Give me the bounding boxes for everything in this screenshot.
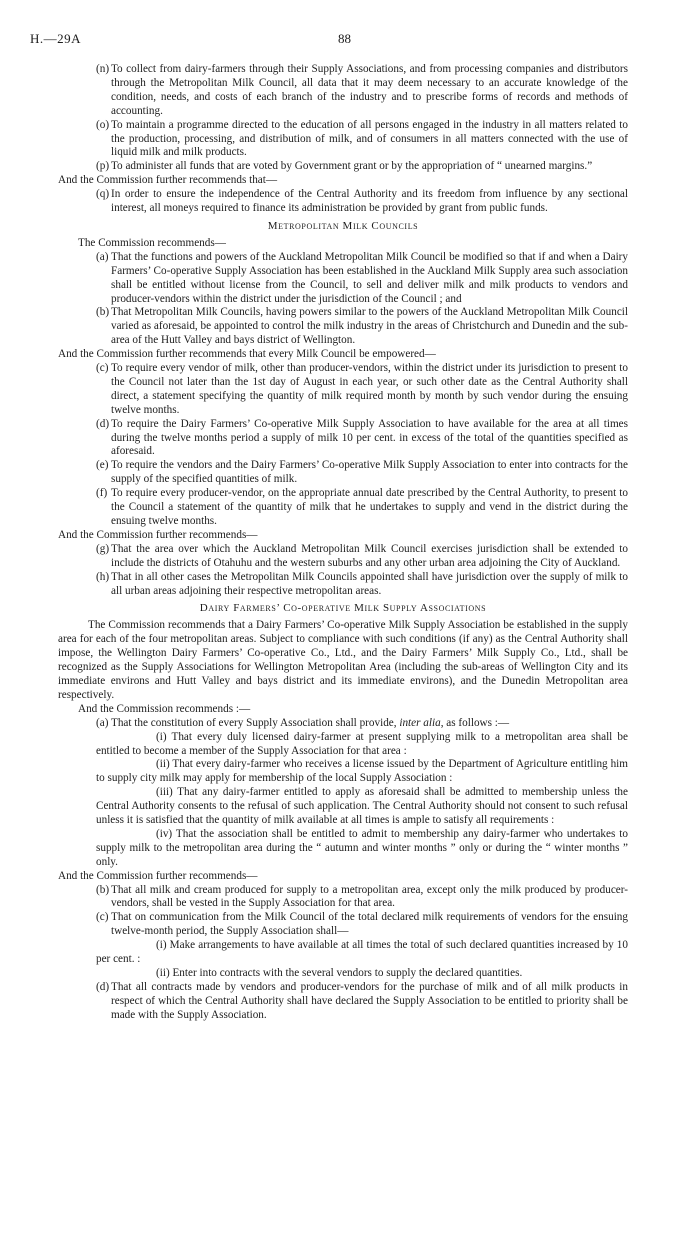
clause-text: To collect from dairy-farmers through their Supply Associations, and from processing companies and distributors through the Metropolitan Milk Council, all data that it may deem necessary to an accurate knowledge of the condition, needs, and costs of each branch of the industry and to prescribe forms of records and methods of accounting.: [111, 63, 628, 117]
clause-b: [58, 306, 628, 348]
subclause-list: [58, 731, 628, 870]
clause-p: [58, 160, 628, 174]
clause-text: That all contracts made by vendors and producer-vendors for the purchase of milk and of all milk products in respect of which the Central Authority shall have declared the Supply Association to be entitled to priority shall be made with the Supply Association.: [111, 980, 628, 1021]
clause-label: (h): [96, 570, 110, 583]
clause-label: (g): [96, 542, 110, 555]
clause-d: [58, 981, 628, 1023]
clause-a: [58, 251, 628, 307]
clause-label: (d): [96, 417, 110, 430]
clause-text: That on communication from the Milk Council of the total declared milk requirements of vendors for the ensuing twelve-month period, the Supply Association shall—: [111, 911, 628, 938]
clause-text-after: , as follows :—: [440, 716, 510, 729]
subclause-list: [58, 939, 628, 981]
clause-text: In order to ensure the independence of the Central Authority and its freedom from influence by any sectional interest, all moneys required to finance its administration be provided by grant from public funds.: [111, 188, 628, 215]
further-recommends: And the Commission further recommends that every Milk Council be empowered—: [58, 348, 436, 361]
clause-label: (q): [96, 188, 110, 201]
clause-c: [58, 362, 628, 418]
clause-text: That in all other cases the Metropolitan Milk Councils appointed shall have jurisdiction over the supply of milk to all urban areas adjoining their respective metropolitan areas.: [111, 570, 628, 597]
clause-g: [58, 543, 628, 571]
subclause-iv: (iv) That the association shall be entitled to admit to membership any dairy-farmer who undertakes to supply milk to the metropolitan area during the “ autumn and winter months ” only or during the “ winter months ” only.: [96, 827, 628, 868]
document-body: [58, 63, 628, 1023]
clause-text: To maintain a programme directed to the education of all persons engaged in the industry in all matters related to the production, processing, and distribution of milk, and of consumers in all matters connected with the use of liquid milk and milk products.: [111, 118, 628, 159]
clause-e: [58, 459, 628, 487]
clause-label: (n): [96, 63, 110, 75]
clause-label: (c): [96, 362, 109, 375]
clause-text: That the functions and powers of the Auckland Metropolitan Milk Council be modified so that if and when a Dairy Farmers’ Co-operative Supply Association has been established in the Auckland Milk Supply area such association shall be entitled without license from the Council, to sell and deliver milk and milk products to vendors and producer-vendors within the district under the jurisdiction of the Council ; and: [111, 250, 628, 305]
clause-h: [58, 571, 628, 599]
section-intro: The Commission recommends—: [78, 236, 226, 249]
clause-text: To administer all funds that are voted by Government grant or by the appropriation of “ unearned margins.”: [111, 160, 593, 173]
clause-f: [58, 487, 628, 529]
clause-label: (b): [96, 306, 110, 319]
clause-text: To require every vendor of milk, other than producer-vendors, within the district under its jurisdiction to present to the Council not later than the 1st day of August in each year, or such other date as the Central Authority shall direct, a statement specifying the quantity of milk required month by month by such vendor during the ensuing twelve months.: [111, 362, 628, 416]
further-recommends: And the Commission further recommends that—: [58, 174, 278, 187]
section-intro: And the Commission recommends :—: [78, 702, 251, 715]
clause-text: To require the vendors and the Dairy Farmers’ Co-operative Milk Supply Association to enter into contracts for the supply of the specified quantities of milk.: [111, 459, 628, 486]
subclause-i: (i) That every duly licensed dairy-farmer at present supplying milk to a metropolitan area shall be entitled to become a member of the Supply Association for that area :: [96, 730, 628, 757]
section-heading: Metropolitan Milk Councils: [267, 219, 419, 232]
clause-o: [58, 119, 628, 161]
clause-text: To require the Dairy Farmers’ Co-operative Milk Supply Association to have available for the area at all times during the twelve months period a supply of milk 10 per cent. in excess of the total of the quantities specified as aforesaid.: [111, 417, 628, 458]
clause-label: (p): [96, 160, 110, 173]
document-reference: H.—29A: [30, 31, 82, 46]
clause-text: That all milk and cream produced for supply to a metropolitan area, except only the milk produced by producer-vendors, shall be vested in the Supply Association for that area.: [111, 883, 628, 910]
clause-label: (b): [96, 883, 110, 896]
clause-text-italic: inter alia: [399, 716, 441, 729]
further-recommends: And the Commission further recommends—: [58, 528, 258, 541]
subclause-iii: (iii) That any dairy-farmer entitled to apply as aforesaid shall be admitted to membership unless the Central Authority consents to the refusal of such application. The Central Authority should not consent to such refusal unless it is satisfied that the quantity of milk available at all times is ample to satisfy all requirements :: [96, 786, 628, 827]
clause-label: (c): [96, 911, 109, 924]
clause-b: [58, 884, 628, 912]
further-recommends: And the Commission further recommends—: [58, 869, 258, 882]
clause-c: [58, 911, 628, 939]
clause-text: That Metropolitan Milk Councils, having powers similar to the powers of the Auckland Metropolitan Milk Council varied as aforesaid, be appointed to control the milk industry in the areas of Christchurch and Dunedin and the sub-area of the Hutt Valley and bays district of Wellington.: [111, 306, 628, 347]
clause-label: (d): [96, 980, 110, 993]
clause-text: That the area over which the Auckland Metropolitan Milk Council exercises jurisdiction shall be extended to include the districts of Otahuhu and the western suburbs and any other urban area adjoining the City of Auckland.: [111, 542, 628, 569]
clause-label: (e): [96, 459, 109, 472]
section-paragraph: The Commission recommends that a Dairy Farmers’ Co-operative Milk Supply Association be established in the supply area for each of the four metropolitan areas. Subject to compliance with such conditions (if any) as the Central Authority shall impose, the Wellington Dairy Farmers’ Co-operative Co., Ltd., and the Dairy Farmers’ Milk Supply Co., Ltd., shall be recognized as the Supply Associations for Wellington Metropolitan Area (including the sub-areas of Wellington City and its immediate environs and Hutt Valley and bays district and its immediate environs), and the Dunedin Metropolitan area respectively.: [58, 619, 628, 701]
clause-d: [58, 418, 628, 460]
subclause-i: (i) Make arrangements to have available at all times the total of such declared quantities increased by 10 per cent. :: [96, 939, 628, 966]
clause-label: (a): [96, 716, 109, 729]
clause-q: [58, 188, 628, 216]
page-number: 88: [338, 31, 351, 46]
section-heading: Dairy Farmers’ Co-operative Milk Supply Associations: [199, 602, 487, 615]
subclause-ii: (ii) Enter into contracts with the several vendors to supply the declared quantities.: [156, 967, 523, 979]
clause-text-before: That the constitution of every Supply Association shall provide,: [111, 716, 400, 729]
clause-text: To require every producer-vendor, on the appropriate annual date prescribed by the Central Authority, to present to the Council a statement of the quantity of milk that he undertakes to supply and vend in the district during the ensuing twelve months.: [111, 487, 628, 527]
clause-label: (f): [96, 487, 108, 500]
subclause-ii: (ii) That every dairy-farmer who receives a license issued by the Department of Agriculture entitling him to supply city milk may apply for membership of the local Supply Association :: [96, 758, 628, 785]
clause-label: (o): [96, 118, 110, 131]
clause-label: (a): [96, 250, 109, 263]
clause-n: [58, 63, 628, 119]
clause-a: [58, 717, 628, 731]
